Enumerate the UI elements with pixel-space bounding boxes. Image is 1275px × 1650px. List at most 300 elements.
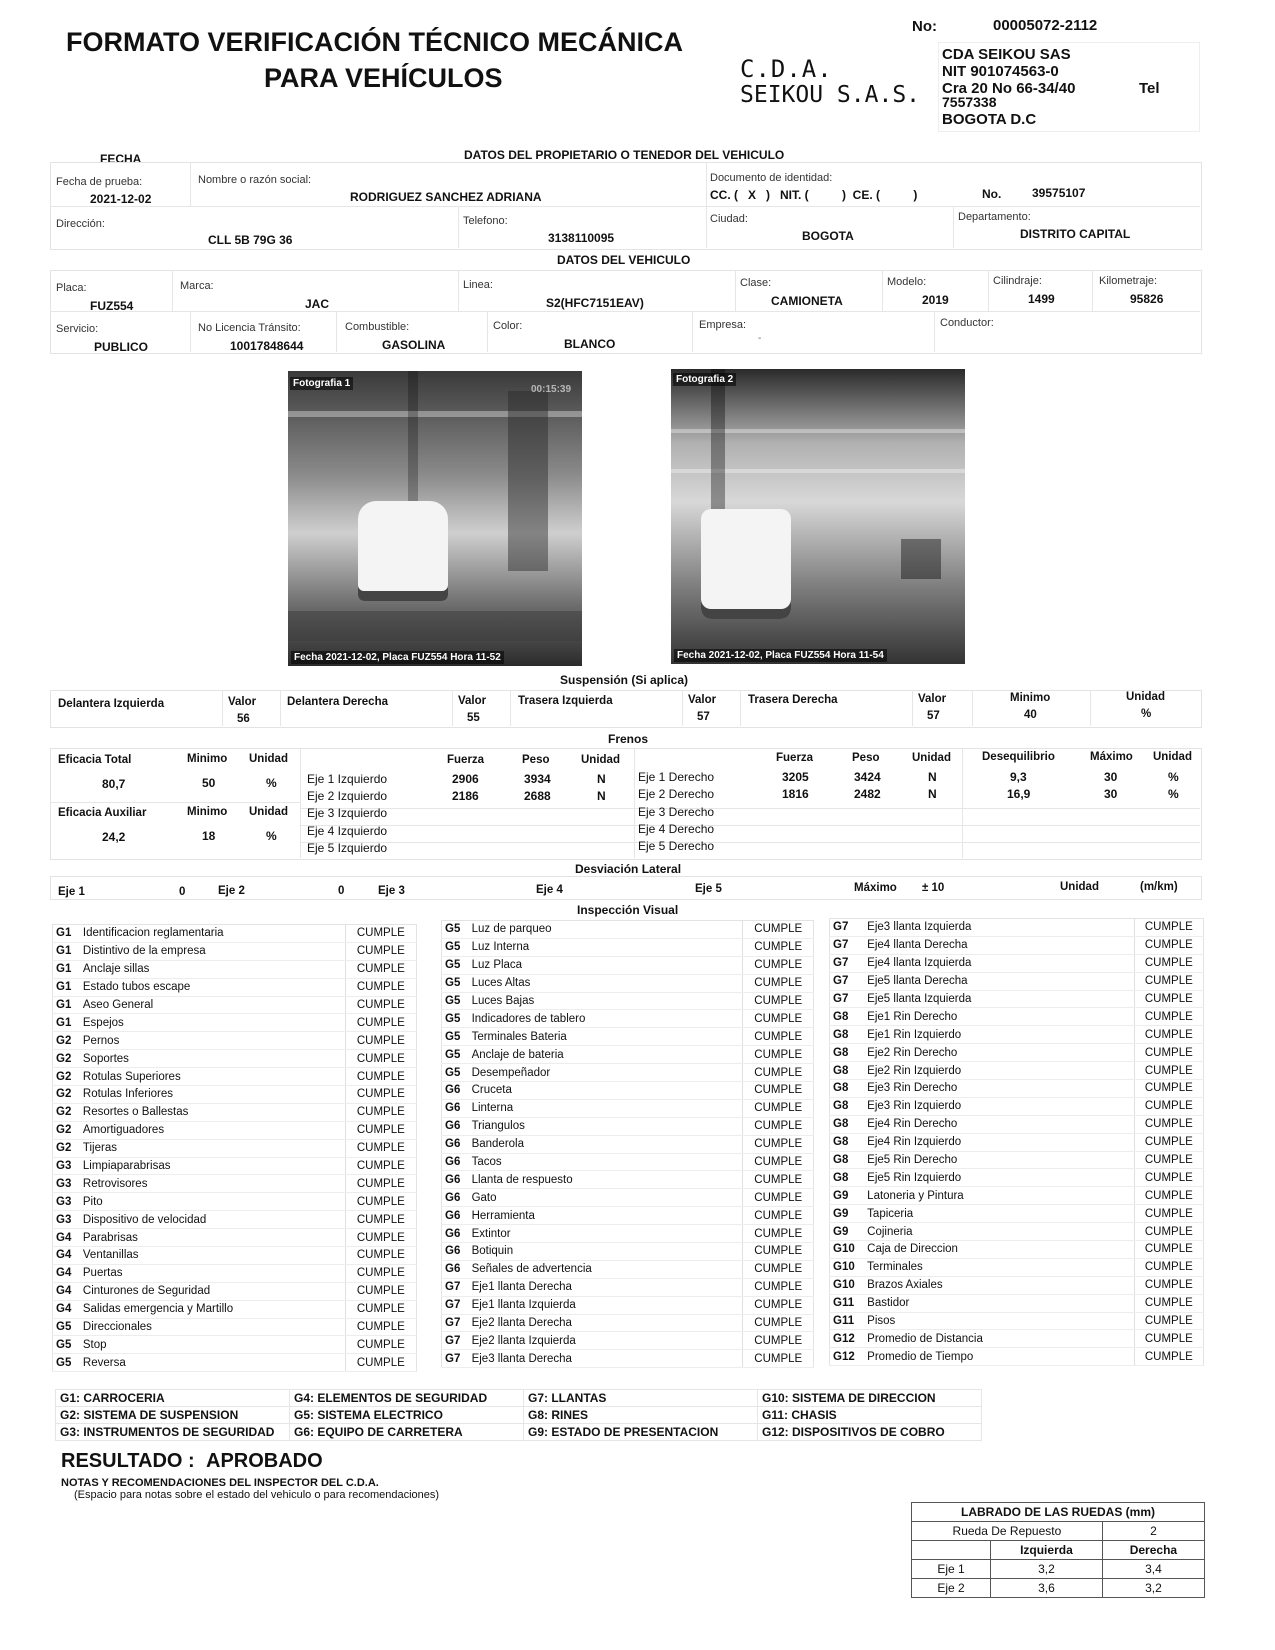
weight: 2482	[854, 787, 881, 801]
group-legend	[55, 1389, 982, 1441]
inspection-row	[442, 1171, 814, 1189]
susp-min: 40	[1024, 709, 1037, 721]
item-result: CUMPLE	[1134, 1205, 1203, 1223]
lateral-max-label: Máximo	[854, 882, 897, 894]
group-code: G5	[442, 956, 469, 974]
inspection-row	[442, 1332, 814, 1350]
item-result: CUMPLE	[743, 1135, 814, 1153]
notes-subtitle: (Espacio para notas sobre el estado del vehiculo o para recomendaciones)	[74, 1489, 440, 1501]
model-label: Modelo:	[887, 276, 927, 288]
visual-col3	[829, 918, 1204, 1366]
item-name: Desempeñador	[469, 1064, 743, 1082]
inspection-row	[830, 1348, 1204, 1366]
item-name: Llanta de respuesto	[469, 1171, 743, 1189]
unit: N	[597, 772, 606, 786]
vehicle-license: 10017848644	[230, 339, 304, 353]
item-name: Stop	[80, 1336, 345, 1354]
notes-title: NOTAS Y RECOMENDACIONES DEL INSPECTOR DEL C.D.A.	[61, 1477, 379, 1489]
force: 2186	[452, 789, 479, 803]
group-code: G6	[442, 1207, 469, 1225]
item-name: Ventanillas	[80, 1247, 345, 1265]
group-code: G6	[442, 1260, 469, 1278]
spare-value: 2	[1102, 1522, 1204, 1541]
inspection-row	[53, 1282, 417, 1300]
inspection-row	[53, 1264, 417, 1282]
group-code: G6	[442, 1243, 469, 1261]
vehicle-service: PUBLICO	[94, 340, 148, 354]
brake-left-row	[307, 841, 387, 855]
item-name: Espejos	[80, 1014, 345, 1032]
susp-min-label: Minimo	[1010, 692, 1051, 704]
inspection-row	[53, 1014, 417, 1032]
inspection-row	[442, 1082, 814, 1100]
item-result: CUMPLE	[345, 978, 416, 996]
group-code: G11	[830, 1312, 865, 1330]
item-name: Eje5 llanta Izquierda	[864, 990, 1134, 1008]
photo-2	[671, 369, 965, 664]
item-name: Pisos	[864, 1312, 1134, 1330]
vehicle-plate: FUZ554	[90, 299, 134, 313]
item-result: CUMPLE	[743, 1260, 814, 1278]
imb-unit: %	[1168, 770, 1179, 784]
group-code: G6	[442, 1153, 469, 1171]
item-name: Botiquin	[469, 1243, 743, 1261]
unit: N	[928, 770, 937, 784]
group-code: G6	[442, 1135, 469, 1153]
item-result: CUMPLE	[345, 942, 416, 960]
force: 2906	[452, 772, 479, 786]
inspection-row	[830, 1008, 1204, 1026]
item-result: CUMPLE	[1134, 1151, 1203, 1169]
item-name: Aseo General	[80, 996, 345, 1014]
vehicle-fuel: GASOLINA	[382, 338, 446, 352]
group-code: G5	[442, 921, 469, 939]
item-name: Dispositivo de velocidad	[80, 1211, 345, 1229]
lateral-eje5-label: Eje 5	[695, 883, 722, 895]
eff-total: 80,7	[102, 777, 126, 791]
dept-label: Departamento:	[958, 211, 1031, 223]
group-code: G6	[442, 1099, 469, 1117]
inspection-row	[442, 1028, 814, 1046]
item-result: CUMPLE	[1134, 972, 1203, 990]
item-name: Puertas	[80, 1264, 345, 1282]
item-name: Banderola	[469, 1135, 743, 1153]
inspection-row	[830, 919, 1204, 937]
legend-item: G4: ELEMENTOS DE SEGURIDAD	[290, 1390, 524, 1407]
item-result: CUMPLE	[345, 1175, 416, 1193]
item-result: CUMPLE	[1134, 919, 1203, 937]
item-name: Extintor	[469, 1225, 743, 1243]
eff-aux-label: Eficacia Auxiliar	[58, 807, 147, 819]
doc-types: CC. ( X ) NIT. ( ) CE. ( )	[710, 188, 918, 202]
max-header: Máximo	[1090, 751, 1133, 763]
group-code: G1	[53, 1014, 80, 1032]
inspection-row	[53, 1121, 417, 1139]
item-name: Señales de advertencia	[469, 1260, 743, 1278]
item-name: Identificacion reglamentaria	[80, 925, 345, 943]
weight: 3934	[524, 772, 551, 786]
vehicle-km: 95826	[1130, 292, 1164, 306]
axle-label: Eje 3 Derecho	[638, 805, 715, 819]
item-result: CUMPLE	[345, 1086, 416, 1104]
item-result: CUMPLE	[743, 974, 814, 992]
group-code: G5	[442, 1010, 469, 1028]
item-result: CUMPLE	[743, 1046, 814, 1064]
group-code: G3	[53, 1193, 80, 1211]
inspection-row	[53, 1032, 417, 1050]
item-name: Brazos Axiales	[864, 1276, 1134, 1294]
item-name: Promedio de Distancia	[864, 1330, 1134, 1348]
lateral-eje4-label: Eje 4	[536, 884, 563, 896]
lateral-eje2: 0	[338, 885, 345, 897]
group-code: G8	[830, 1044, 865, 1062]
item-result: CUMPLE	[1134, 1294, 1203, 1312]
item-name: Estado tubos escape	[80, 978, 345, 996]
item-result: CUMPLE	[743, 1010, 814, 1028]
owner-phone: 3138110095	[548, 231, 615, 245]
document-title-line1: FORMATO VERIFICACIÓN TÉCNICO MECÁNICA	[66, 27, 683, 57]
inspection-row	[442, 1010, 814, 1028]
color-label: Color:	[493, 320, 523, 332]
item-name: Eje3 llanta Derecha	[469, 1350, 743, 1368]
brake-right-row	[638, 770, 1198, 787]
item-name: Anclaje de bateria	[469, 1046, 743, 1064]
inspection-row	[53, 1193, 417, 1211]
item-result: CUMPLE	[743, 1278, 814, 1296]
inspection-row	[53, 1103, 417, 1121]
item-name: Terminales Bateria	[469, 1028, 743, 1046]
item-name: Rotulas Inferiores	[80, 1086, 345, 1104]
unit: N	[597, 789, 606, 803]
inspection-row	[830, 1133, 1204, 1151]
legend-item: G3: INSTRUMENTOS DE SEGURIDAD	[56, 1424, 290, 1441]
inspection-row	[53, 1068, 417, 1086]
item-name: Cruceta	[469, 1082, 743, 1100]
inspection-row	[830, 972, 1204, 990]
item-name: Direccionales	[80, 1318, 345, 1336]
item-name: Salidas emergencia y Martillo	[80, 1300, 345, 1318]
photo-2-tag: Fotografia 2	[673, 373, 736, 386]
susp-fl-label: Delantera Izquierda	[58, 698, 165, 710]
item-result: CUMPLE	[1134, 936, 1203, 954]
vehicle-company: -	[758, 333, 762, 344]
group-code: G4	[53, 1229, 80, 1247]
group-code: G1	[53, 925, 80, 943]
form-number: 00005072-2112	[993, 17, 1098, 34]
weight: 3424	[854, 770, 881, 784]
vehicle-cyl: 1499	[1028, 292, 1055, 306]
item-name: Eje4 Rin Derecho	[864, 1115, 1134, 1133]
inspection-row	[53, 1157, 417, 1175]
item-result: CUMPLE	[1134, 1223, 1203, 1241]
inspection-row	[53, 1050, 417, 1068]
item-name: Luz de parqueo	[469, 921, 743, 939]
lateral-title: Desviación Lateral	[575, 862, 682, 876]
group-code: G5	[53, 1336, 80, 1354]
item-name: Triangulos	[469, 1117, 743, 1135]
inspection-row	[442, 956, 814, 974]
item-name: Latoneria y Pintura	[864, 1187, 1134, 1205]
lateral-unit-label: Unidad	[1060, 881, 1099, 893]
axle-label: Eje 4 Derecho	[638, 822, 715, 836]
item-result: CUMPLE	[1134, 1008, 1203, 1026]
visual-title: Inspección Visual	[577, 903, 679, 917]
visual-col2	[441, 920, 814, 1368]
legend-item: G7: LLANTAS	[524, 1390, 758, 1407]
photo-1-caption: Fecha 2021-12-02, Placa FUZ554 Hora 11-52	[291, 651, 504, 664]
group-code: G8	[830, 1133, 865, 1151]
imbalance-header: Desequilibrio	[982, 751, 1055, 763]
lateral-eje1: 0	[179, 886, 186, 898]
susp-value-label: Valor	[458, 695, 487, 707]
legend-item: G2: SISTEMA DE SUSPENSION	[56, 1407, 290, 1424]
axle-label: Eje 2 Izquierdo	[307, 789, 388, 803]
item-result: CUMPLE	[743, 1082, 814, 1100]
legend-item: G10: SISTEMA DE DIRECCION	[758, 1390, 982, 1407]
form-number-label: No:	[912, 18, 937, 35]
item-result: CUMPLE	[1134, 1097, 1203, 1115]
inspection-row	[830, 1276, 1204, 1294]
license-label: No Licencia Tránsito:	[198, 322, 301, 334]
eff-aux-min: 18	[202, 829, 216, 843]
item-name: Eje5 Rin Derecho	[864, 1151, 1134, 1169]
group-code: G3	[53, 1211, 80, 1229]
item-result: CUMPLE	[743, 1314, 814, 1332]
company-phone: 7557338	[942, 94, 997, 110]
group-code: G5	[442, 1028, 469, 1046]
phone-label: Telefono:	[463, 215, 508, 227]
item-name: Promedio de Tiempo	[864, 1348, 1134, 1366]
result-label: RESULTADO :	[61, 1450, 195, 1472]
item-name: Eje1 Rin Derecho	[864, 1008, 1134, 1026]
company-info-box	[938, 42, 1200, 132]
inspection-row	[442, 921, 814, 939]
imb-unit-header: Unidad	[1153, 751, 1192, 763]
group-code: G6	[442, 1225, 469, 1243]
lateral-unit: (m/km)	[1140, 881, 1178, 893]
inspection-row	[830, 954, 1204, 972]
group-code: G7	[442, 1350, 469, 1368]
imbalance: 9,3	[1010, 770, 1027, 784]
right-value: 3,2	[1102, 1579, 1204, 1598]
item-result: CUMPLE	[345, 1121, 416, 1139]
group-code: G8	[830, 1169, 865, 1187]
item-result: CUMPLE	[345, 960, 416, 978]
unit: N	[928, 787, 937, 801]
inspection-row	[442, 1189, 814, 1207]
group-code: G7	[442, 1296, 469, 1314]
item-result: CUMPLE	[743, 1350, 814, 1368]
inspection-row	[830, 1115, 1204, 1133]
item-result: CUMPLE	[743, 1064, 814, 1082]
inspection-row	[830, 1187, 1204, 1205]
right-value: 3,4	[1102, 1560, 1204, 1579]
item-result: CUMPLE	[1134, 1330, 1203, 1348]
brake-left-row	[307, 789, 627, 806]
driver-label: Conductor:	[940, 317, 994, 329]
axle-label: Eje 5 Izquierdo	[307, 841, 388, 855]
brake-right-row	[638, 805, 714, 819]
logo-line1: C.D.A.	[740, 55, 833, 83]
item-result: CUMPLE	[1134, 1276, 1203, 1294]
group-code: G7	[442, 1278, 469, 1296]
group-code: G4	[53, 1282, 80, 1300]
owner-dept: DISTRITO CAPITAL	[1020, 227, 1131, 241]
axle-label: Eje 1 Derecho	[638, 770, 715, 784]
group-code: G4	[53, 1264, 80, 1282]
visual-col1	[52, 924, 417, 1372]
inspection-row	[830, 990, 1204, 1008]
left-unit-header: Unidad	[581, 754, 620, 766]
item-result: CUMPLE	[743, 1171, 814, 1189]
susp-rr-label: Trasera Derecha	[748, 694, 838, 706]
vehicle-section-title: DATOS DEL VEHICULO	[557, 253, 691, 267]
tread-row	[912, 1560, 1205, 1579]
inspection-row	[830, 1312, 1204, 1330]
group-code: G7	[442, 1332, 469, 1350]
item-name: Eje1 Rin Izquierdo	[864, 1026, 1134, 1044]
axle-label: Eje 4 Izquierdo	[307, 824, 388, 838]
legend-item: G11: CHASIS	[758, 1407, 982, 1424]
brake-left-row	[307, 824, 387, 838]
group-code: G5	[442, 992, 469, 1010]
item-name: Eje3 llanta Izquierda	[864, 919, 1134, 937]
inspection-row	[53, 960, 417, 978]
item-name: Eje2 Rin Izquierdo	[864, 1062, 1134, 1080]
eff-total-label: Eficacia Total	[58, 754, 132, 766]
item-result: CUMPLE	[743, 1189, 814, 1207]
item-name: Gato	[469, 1189, 743, 1207]
photo-1-tag: Fotografia 1	[290, 377, 353, 390]
inspection-row	[53, 925, 417, 943]
left-weight-header: Peso	[522, 754, 550, 766]
group-code: G7	[830, 990, 865, 1008]
eff-aux-unit: %	[266, 829, 277, 843]
group-code: G7	[830, 936, 865, 954]
inspection-row	[442, 1099, 814, 1117]
item-name: Luz Placa	[469, 956, 743, 974]
item-result: CUMPLE	[743, 921, 814, 939]
inspection-row	[53, 1247, 417, 1265]
susp-rr: 57	[927, 710, 940, 722]
inspection-row	[442, 1314, 814, 1332]
inspection-row	[442, 1350, 814, 1368]
group-code: G2	[53, 1103, 80, 1121]
group-code: G5	[442, 1064, 469, 1082]
group-code: G6	[442, 1189, 469, 1207]
company-city: BOGOTA D.C	[942, 111, 1037, 128]
item-name: Eje3 Rin Derecho	[864, 1080, 1134, 1098]
owner-name: RODRIGUEZ SANCHEZ ADRIANA	[350, 190, 542, 204]
eff-aux-min-label: Minimo	[187, 806, 228, 818]
legend-item: G6: EQUIPO DE CARRETERA	[290, 1424, 524, 1441]
inspection-row	[53, 1086, 417, 1104]
item-result: CUMPLE	[345, 925, 416, 943]
group-code: G2	[53, 1139, 80, 1157]
item-name: Pito	[80, 1193, 345, 1211]
inspection-row	[830, 1223, 1204, 1241]
item-result: CUMPLE	[743, 1332, 814, 1350]
item-result: CUMPLE	[345, 1157, 416, 1175]
item-name: Tapiceria	[864, 1205, 1134, 1223]
axle-label: Eje 2	[912, 1579, 991, 1598]
group-code: G8	[830, 1026, 865, 1044]
item-name: Eje4 llanta Izquierda	[864, 954, 1134, 972]
suspension-title: Suspensión (Si aplica)	[560, 673, 689, 687]
group-code: G8	[830, 1080, 865, 1098]
vehicle-line: S2(HFC7151EAV)	[546, 296, 644, 310]
legend-row	[56, 1407, 982, 1424]
item-result: CUMPLE	[345, 1264, 416, 1282]
inspection-row	[830, 1294, 1204, 1312]
line-label: Linea:	[463, 279, 493, 291]
fuel-label: Combustible:	[345, 321, 410, 333]
group-code: G6	[442, 1171, 469, 1189]
item-result: CUMPLE	[345, 1139, 416, 1157]
inspection-row	[53, 1318, 417, 1336]
vehicle-model: 2019	[922, 293, 949, 307]
eff-min-label: Minimo	[187, 753, 228, 765]
brake-right-row	[638, 787, 1198, 804]
item-name: Anclaje sillas	[80, 960, 345, 978]
item-name: Eje1 llanta Derecha	[469, 1278, 743, 1296]
item-result: CUMPLE	[345, 1247, 416, 1265]
item-result: CUMPLE	[1134, 1258, 1203, 1276]
item-result: CUMPLE	[345, 1336, 416, 1354]
eff-total-min: 50	[202, 776, 216, 790]
photo-1	[288, 371, 582, 666]
axle-label: Eje 5 Derecho	[638, 839, 715, 853]
inspection-row	[830, 1241, 1204, 1259]
item-name: Eje5 llanta Derecha	[864, 972, 1134, 990]
inspection-row	[53, 996, 417, 1014]
legend-row	[56, 1390, 982, 1407]
imbalance: 16,9	[1007, 787, 1031, 801]
susp-fr-label: Delantera Derecha	[287, 696, 388, 708]
company-logo	[740, 56, 938, 112]
photo-1-overlay: 00:15:39	[531, 384, 572, 395]
city-label: Ciudad:	[710, 213, 748, 225]
left-header: Izquierda	[991, 1541, 1103, 1560]
imb-unit: %	[1168, 787, 1179, 801]
item-name: Eje1 llanta Izquierda	[469, 1296, 743, 1314]
group-code: G7	[442, 1314, 469, 1332]
group-code: G2	[53, 1121, 80, 1139]
item-name: Retrovisores	[80, 1175, 345, 1193]
group-code: G11	[830, 1294, 865, 1312]
test-date-label: Fecha de prueba:	[56, 176, 143, 188]
item-result: CUMPLE	[345, 1014, 416, 1032]
company-nit: NIT 901074563-0	[942, 63, 1059, 80]
item-name: Eje2 Rin Derecho	[864, 1044, 1134, 1062]
inspection-row	[442, 1243, 814, 1261]
inspection-row	[442, 938, 814, 956]
group-code: G9	[830, 1205, 865, 1223]
inspection-row	[442, 1296, 814, 1314]
item-name: Pernos	[80, 1032, 345, 1050]
inspection-row	[442, 1207, 814, 1225]
group-code: G5	[53, 1354, 80, 1372]
group-code: G6	[442, 1117, 469, 1135]
legend-item: G1: CARROCERIA	[56, 1390, 290, 1407]
inspection-row	[442, 1153, 814, 1171]
right-force-header: Fuerza	[776, 752, 814, 764]
inspection-row	[53, 1175, 417, 1193]
group-code: G7	[830, 954, 865, 972]
item-name: Indicadores de tablero	[469, 1010, 743, 1028]
item-name: Amortiguadores	[80, 1121, 345, 1139]
item-result: CUMPLE	[1134, 954, 1203, 972]
